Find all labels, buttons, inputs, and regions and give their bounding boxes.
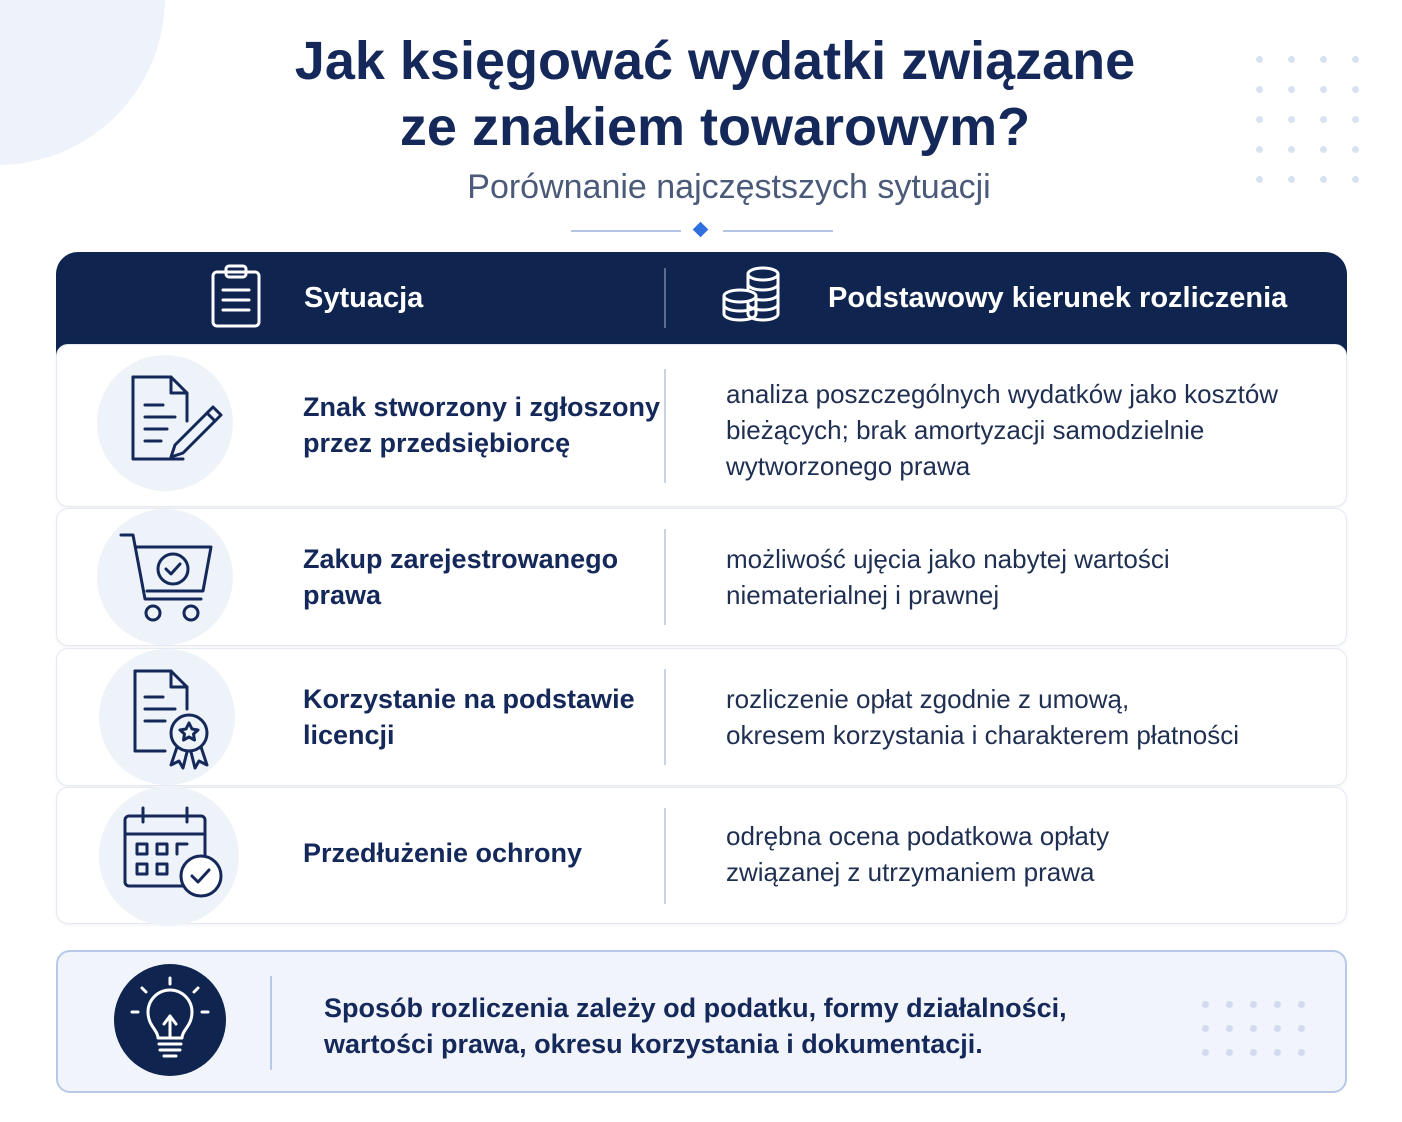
page-title [0,28,1402,160]
calendar-check-icon [121,806,225,902]
direction-text: rozliczenie opłat zgodnie z umową, okresem korzystania i charakterem płatności [726,684,1239,750]
shopping-cart-check-icon [119,531,219,625]
table-row [56,508,1347,646]
document-badge-icon [129,667,219,771]
coins-stack-icon [718,264,786,328]
header-separator [664,268,666,328]
page-subtitle: Porównanie najczęstszych sytuacji [467,168,991,206]
direction-text: odrębna ocena podatkowa opłaty związanej z utrzymaniem prawa [726,821,1110,887]
diamond-icon [693,222,709,238]
title-divider [571,223,833,239]
clipboard-icon [208,262,264,330]
lightbulb-icon [114,964,226,1076]
dot-pattern-bottom [1202,1001,1305,1056]
direction-text: możliwość ujęcia jako nabytej wartości niematerialnej i prawnej [726,544,1170,610]
summary-note [56,950,1347,1093]
document-pen-icon [127,373,227,473]
situation-text: Znak stworzony i zgłoszony przez przedsiębiorcę [303,392,661,458]
situation-text: Zakup zarejestrowanego prawa [303,544,619,610]
situation-text: Przedłużenie ochrony [303,838,583,868]
column-header-direction: Podstawowy kierunek rozliczenia [828,282,1288,314]
situation-text: Korzystanie na podstawie licencji [303,684,635,750]
note-text: Sposób rozliczenia zależy od podatku, formy działalności, wartości prawa, okresu korzystania i dokumentacji. [324,993,1067,1059]
table-row [56,648,1347,786]
table-row [56,787,1347,924]
title-line-1: Jak księgować wydatki związane [294,31,1136,91]
table-row [56,344,1347,507]
title-line-2: ze znakiem towarowym? [399,97,1031,157]
direction-text: analiza poszczególnych wydatków jako kosztów bieżących; brak amortyzacji samodzielnie wytworzonego prawa [726,379,1279,481]
column-header-situation: Sytuacja [304,282,424,314]
